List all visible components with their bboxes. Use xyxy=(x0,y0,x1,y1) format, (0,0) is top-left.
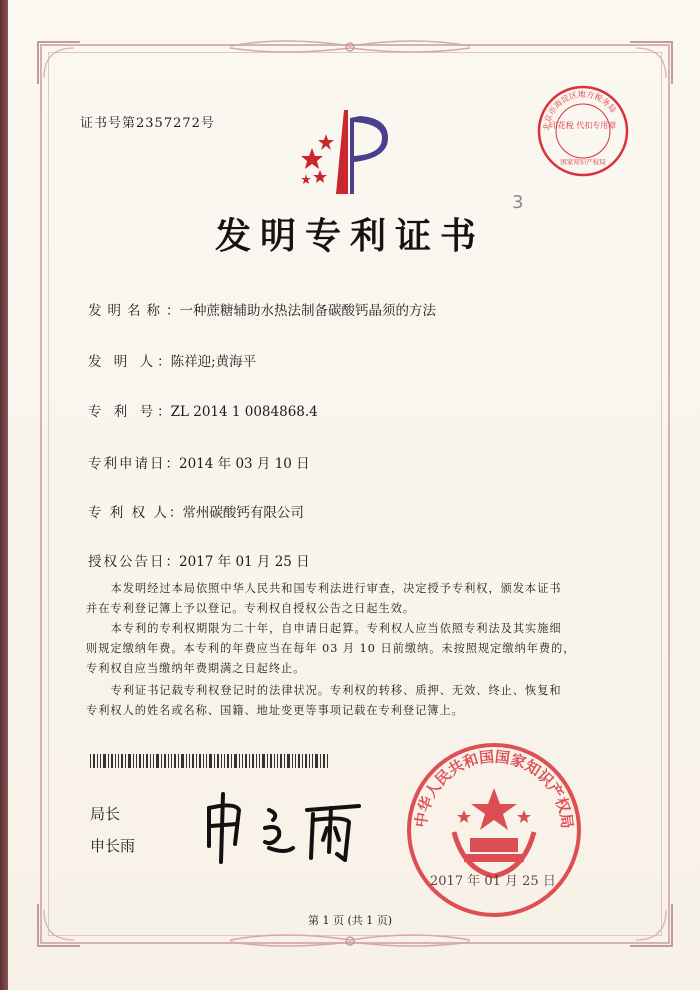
field-grant-date: 授权公告日：2017 年 01 月 25 日 xyxy=(88,554,310,570)
field-application-date: 专利申请日：2014 年 03 月 10 日 xyxy=(88,456,310,472)
field-patent-number: 专 利 号：ZL 2014 1 0084868.4 xyxy=(88,404,318,420)
handwritten-mark: 3 xyxy=(512,192,524,213)
tax-stamp-center-text: 印花税 代扣专用章 xyxy=(549,121,617,130)
body-line: 并在专利登记簿上予以登记。专利权自授权公告之日起生效。 xyxy=(86,602,416,615)
corner-ornament-tl-icon xyxy=(36,40,82,86)
patent-office-logo-icon xyxy=(290,108,400,196)
body-line: 本发明经过本局依照中华人民共和国专利法进行审查，决定授予专利权，颁发本证书 xyxy=(110,582,562,595)
field-value: 2014 年 03 月 10 日 xyxy=(179,456,310,472)
field-inventor: 发 明 人：陈祥迎;黄海平 xyxy=(88,354,257,370)
certificate-number: 证书号第2357272号 xyxy=(80,116,215,131)
body-line: 专利权自应当缴纳年费期满之日起终止。 xyxy=(86,662,306,675)
field-patentee: 专 利 权 人：常州碳酸钙有限公司 xyxy=(88,505,304,521)
director-title: 局长 xyxy=(90,805,121,823)
signature-icon xyxy=(195,788,375,868)
field-label: 专 利 权 人 xyxy=(88,505,169,521)
tax-stamp-bottom-text: 国家知识产权局 xyxy=(560,158,606,166)
seal-ring-text: 中华人民共和国国家知识产权局 xyxy=(411,747,577,830)
field-label: 授权公告日 xyxy=(88,554,166,570)
body-line: 本专利的专利权期限为二十年，自申请日起算。专利权人应当依照专利法及其实施细 xyxy=(110,622,562,635)
field-label: 发明名称 xyxy=(88,303,166,319)
page-footer: 第 1 页 (共 1 页) xyxy=(307,914,393,927)
body-line: 专利证书记载专利权登记时的法律状况。专利权的转移、质押、无效、终止、恢复和 xyxy=(110,684,562,697)
field-value: 一种蔗糖辅助水热法制备碳酸钙晶须的方法 xyxy=(179,303,436,319)
field-label: 专 利 号 xyxy=(88,404,158,420)
body-text xyxy=(86,579,606,721)
seal-date: 2017 年 01 月 25 日 xyxy=(430,874,556,889)
certificate-title: 发明专利证书 xyxy=(214,215,485,257)
field-label: 专利申请日 xyxy=(88,456,166,472)
body-line: 专利权人的姓名或名称、国籍、地址变更等事项记载在专利登记簿上。 xyxy=(86,704,464,717)
tax-stamp-icon xyxy=(536,84,630,178)
bottom-ornament-icon xyxy=(225,930,475,950)
body-line: 则规定缴纳年费。本专利的年费应当在每年 03 月 10 日前缴纳。未按照规定缴纳年费的， xyxy=(86,642,576,655)
field-label: 发 明 人 xyxy=(88,354,158,370)
corner-ornament-tr-icon xyxy=(628,40,674,86)
field-value: ZL 2014 1 0084868.4 xyxy=(170,404,318,420)
page-edge xyxy=(0,0,8,990)
field-value: 2017 年 01 月 25 日 xyxy=(179,554,310,570)
top-ornament-icon xyxy=(225,36,475,56)
field-value: 常州碳酸钙有限公司 xyxy=(182,505,304,521)
national-seal-icon xyxy=(404,740,584,920)
barcode-icon xyxy=(90,754,330,768)
director-name: 申长雨 xyxy=(90,837,136,855)
field-invention-name: 发明名称：一种蔗糖辅助水热法制备碳酸钙晶须的方法 xyxy=(88,303,436,319)
field-value: 陈祥迎;黄海平 xyxy=(170,354,257,370)
tax-stamp-ring-text: 北京市海淀区地方税务局 xyxy=(541,89,618,132)
